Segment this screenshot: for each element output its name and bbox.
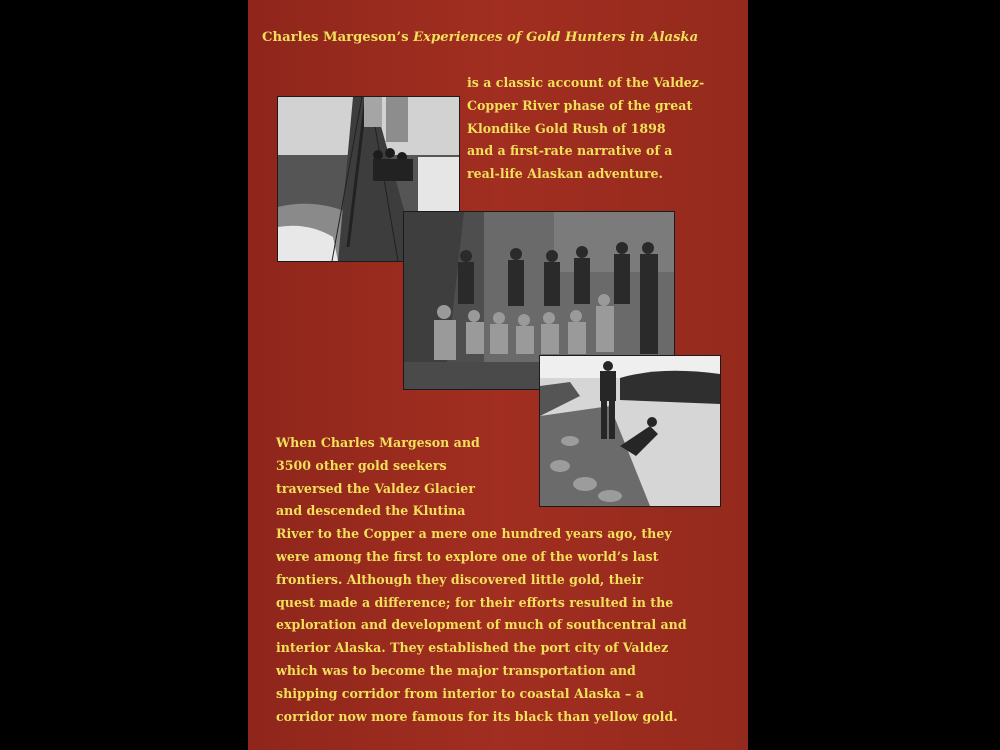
intro-line: real-life Alaskan adventure. bbox=[467, 166, 663, 182]
body-line: and descended the Klutina bbox=[276, 503, 466, 519]
body-paragraph bbox=[276, 432, 687, 728]
body-line: were among the first to explore one of the world’s last bbox=[276, 548, 659, 564]
author-prefix: Charles Margeson’s bbox=[262, 30, 414, 45]
intro-line: Copper River phase of the great bbox=[467, 97, 693, 113]
cover-header bbox=[262, 27, 698, 50]
intro-line: and a first-rate narrative of a bbox=[467, 143, 673, 159]
body-line: shipping corridor from interior to coastal Alaska – a bbox=[276, 685, 644, 701]
body-line: exploration and development of much of southcentral and bbox=[276, 617, 687, 633]
book-back-cover bbox=[248, 0, 748, 750]
intro-line: Klondike Gold Rush of 1898 bbox=[467, 120, 666, 136]
body-line: quest made a difference; for their efforts resulted in the bbox=[276, 594, 674, 610]
body-line: corridor now more famous for its black than yellow gold. bbox=[276, 708, 678, 724]
book-title: Experiences of Gold Hunters in Alaska bbox=[413, 30, 699, 45]
body-line: River to the Copper a mere one hundred years ago, they bbox=[276, 526, 672, 542]
intro-line: is a classic account of the Valdez- bbox=[467, 75, 705, 90]
body-line: frontiers. Although they discovered little gold, their bbox=[276, 571, 644, 587]
body-line: When Charles Margeson and bbox=[276, 435, 480, 450]
body-line: 3500 other gold seekers bbox=[276, 457, 447, 473]
body-line: traversed the Valdez Glacier bbox=[276, 480, 475, 496]
intro-paragraph bbox=[467, 72, 704, 186]
body-line: interior Alaska. They established the port city of Valdez bbox=[276, 640, 669, 656]
body-line: which was to become the major transportation and bbox=[276, 662, 636, 678]
